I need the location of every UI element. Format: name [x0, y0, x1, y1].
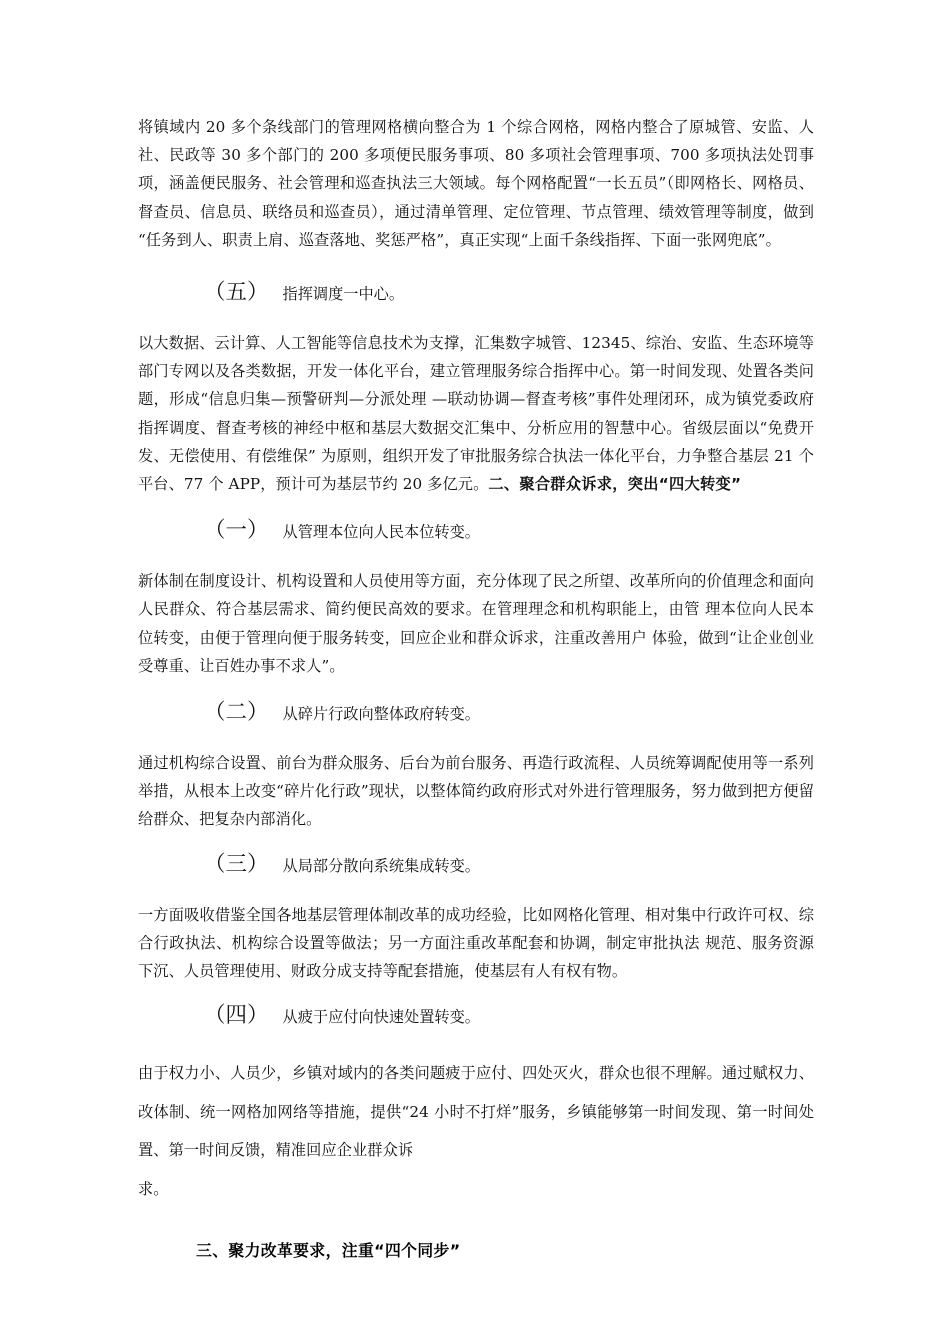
paragraph-rapid-response-tail: 求。: [138, 1179, 169, 1198]
subheading-one: [138, 514, 814, 549]
paragraph-holistic-government: 通过机构综合设置、前台为群众服务、后台为前台服务、再造行政流程、人员统筹调配使用等一系列举措，从根本上改变“碎片化行政”现状，以整体简约政府形式对外进行管理服务，努力做到把方便留给群众、把复杂内部消化。: [138, 754, 814, 829]
document-body: [138, 113, 814, 1266]
spacer: [138, 731, 814, 749]
spacer: [138, 883, 814, 901]
spacer: [138, 311, 814, 329]
subheading-three: [138, 848, 814, 883]
subheading-title: 指挥调度一中心。: [282, 285, 405, 304]
spacer: [138, 1208, 814, 1236]
paragraph-system-integration: 一方面吸收借鉴全国各地基层管理体制改革的成功经验，比如网格化管理、相对集中行政许可权、综合行政执法、机构综合设置等做法；另一方面注重改革配套和协调，制定审批执法 规范、服务资源下沉、人员管理使用、财政分成支持等配套措施，使基层有人有权有物。: [138, 905, 814, 981]
subheading-title: 从碎片行政向整体政府转变。: [282, 705, 480, 724]
spacer: [138, 1034, 814, 1054]
paragraph-plain-text: 以大数据、云计算、人工智能等信息技术为支撑，汇集数字城管、12345、综治、安监、生态环境等部门专网以及各类数据，开发一体化平台，建立管理服务综合指挥中心。第一时间发现、处置各类问题，形成“信息归集—预警研判—分派处理 —联动协调—督查考核”事件处理闭环，成为镇党委政府指挥调度、督查考核的神经中枢和基层大数据交汇集中、分析应用的智慧中心。省级层面以“免费开发、无偿使用、有偿维保” 为原则，组织开发了审批服务综合执法一体化平台，力争整合基层 21 个平台、77 个 APP，预计可为基层节约 20 多亿元。: [138, 334, 814, 494]
subheading-number: （四）: [204, 1003, 269, 1029]
spacer: [138, 549, 814, 567]
subheading-title: 从局部分散向系统集成转变。: [282, 856, 480, 875]
subheading-two: [138, 696, 814, 731]
subheading-number: （三）: [204, 851, 269, 877]
spacer: [138, 498, 814, 514]
subheading-four: [138, 999, 814, 1034]
subheading-title: 从疲于应付向快速处置转变。: [282, 1008, 480, 1027]
subheading-five: [138, 276, 814, 311]
spacer: [138, 985, 814, 999]
subheading-number: （五）: [204, 280, 269, 306]
subheading-number: （二）: [204, 700, 269, 726]
subheading-number: （一）: [204, 518, 269, 544]
spacer: [138, 254, 814, 276]
spacer: [138, 834, 814, 848]
paragraph-rapid-response: 由于权力小、人员少，乡镇对域内的各类问题疲于应付、四处灭火，群众也很不理解。通过赋权力、改体制、统一网格加网络等措施，提供“24 小时不打烊”服务，乡镇能够第一时间发现、第一时间处置、第一时间反馈，精准回应企业群众诉: [138, 1064, 814, 1160]
subheading-title: 从管理本位向人民本位转变。: [282, 523, 480, 542]
paragraph-people-oriented: 新体制在制度设计、机构设置和人员使用等方面，充分体现了民之所望、改革所向的价值理念和面向人民群众、符合基层需求、简约便民高效的要求。在管理理念和机构职能上，由管 理本位向人民本位转变，由便于管理向便于服务转变，回应企业和群众诉求，注重改善用户 体验，做到“让企业创业受尊重、让百姓办事不求人”。: [138, 572, 814, 675]
major-heading-three: 三、聚力改革要求，注重“四个同步”: [196, 1241, 461, 1261]
paragraph-command-center: [138, 329, 814, 498]
spacer: [138, 680, 814, 696]
paragraph-grid-integration: 将镇域内 20 多个条线部门的管理网格横向整合为 1 个综合网格，网格内整合了原城管、安监、人社、民政等 30 多个部门的 200 多项便民服务事项、80 多项社会管理事项、700 多项执法处罚事项，涵盖便民服务、社会管理和巡查执法三大领域。每个网格配置“一长五员”（即网格长、网格员、督查员、信息员、联络员和巡查员），通过清单管理、定位管理、节点管理、绩效管理等制度，做到“任务到人、职责上肩、巡查落地、奖惩严格”，真正实现“上面千条线指挥、下面一张网兜底”。: [138, 118, 814, 249]
inline-bold-heading-two: 二、聚合群众诉求，突出“四大转变”: [488, 475, 742, 494]
